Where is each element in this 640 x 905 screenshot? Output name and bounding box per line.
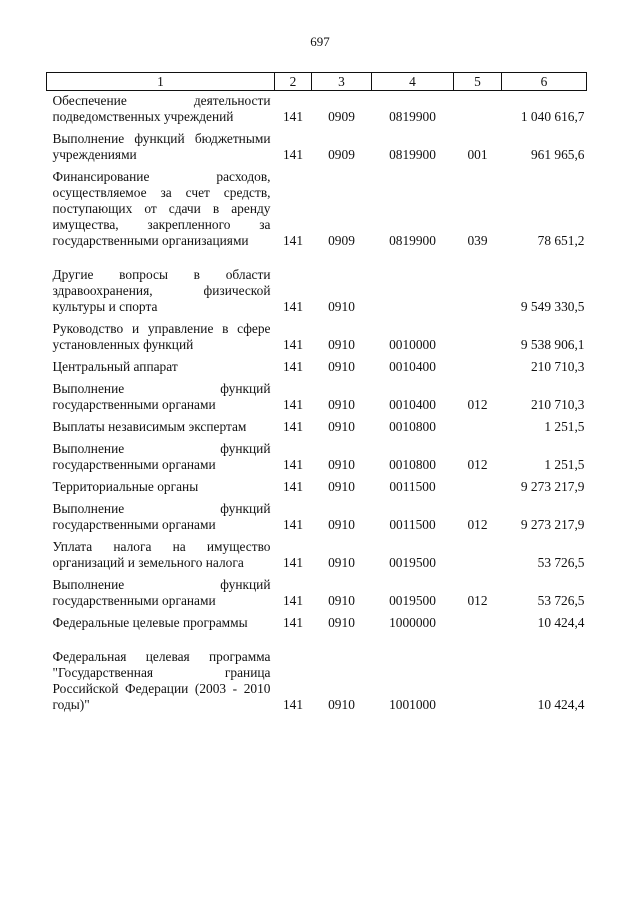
row-col2: 141 bbox=[282, 593, 304, 608]
row-col4: 1000000 bbox=[389, 615, 436, 630]
row-amount: 53 726,5 bbox=[537, 555, 585, 570]
row-name: Выполнение функций государственными органами bbox=[52, 381, 271, 412]
row-col3: 0910 bbox=[328, 457, 355, 472]
row-name: Территориальные органы bbox=[52, 479, 199, 494]
row-col5 bbox=[454, 613, 502, 647]
table-row bbox=[47, 575, 587, 613]
table-row bbox=[47, 379, 587, 417]
table-row bbox=[47, 129, 587, 167]
row-col3: 0909 bbox=[328, 233, 355, 248]
row-col2: 141 bbox=[282, 337, 304, 352]
table-row bbox=[47, 499, 587, 537]
row-col4 bbox=[372, 265, 454, 319]
row-col3: 0910 bbox=[328, 337, 355, 352]
row-amount: 53 726,5 bbox=[537, 593, 585, 608]
row-col5 bbox=[454, 417, 502, 439]
row-name: Обеспечение деятельности подведомственных учреждений bbox=[52, 93, 271, 124]
row-col3: 0910 bbox=[328, 479, 355, 494]
row-col4: 0819900 bbox=[389, 147, 436, 162]
row-col2: 141 bbox=[282, 615, 304, 630]
row-col5 bbox=[454, 647, 502, 717]
row-col2: 141 bbox=[282, 517, 304, 532]
row-col2: 141 bbox=[282, 147, 304, 162]
header-col-6: 6 bbox=[502, 73, 587, 91]
row-col2: 141 bbox=[282, 697, 304, 712]
row-col5 bbox=[454, 537, 502, 575]
header-row bbox=[47, 73, 587, 91]
row-col5: 001 bbox=[467, 147, 488, 162]
table-row bbox=[47, 647, 587, 717]
row-col4: 0019500 bbox=[389, 555, 436, 570]
row-col2: 141 bbox=[282, 299, 304, 314]
row-amount: 961 965,6 bbox=[530, 147, 585, 162]
row-col4: 0819900 bbox=[389, 233, 436, 248]
row-col2: 141 bbox=[282, 109, 304, 124]
table-row bbox=[47, 537, 587, 575]
row-col4: 0819900 bbox=[389, 109, 436, 124]
row-col4: 0010400 bbox=[389, 397, 436, 412]
row-name: Финансирование расходов, осуществляемое за счет средств, поступающих от сдачи в аренду имущества, закрепленного за государственными организациями bbox=[52, 169, 271, 248]
row-col2: 141 bbox=[282, 359, 304, 374]
row-col5: 012 bbox=[467, 517, 488, 532]
row-col3: 0910 bbox=[328, 697, 355, 712]
row-col4: 0010400 bbox=[389, 359, 436, 374]
row-col3: 0910 bbox=[328, 359, 355, 374]
row-col3: 0910 bbox=[328, 397, 355, 412]
table-row bbox=[47, 167, 587, 265]
row-col3: 0910 bbox=[328, 615, 355, 630]
header-col-3: 3 bbox=[312, 73, 372, 91]
row-col5: 012 bbox=[467, 593, 488, 608]
header-col-5: 5 bbox=[454, 73, 502, 91]
row-name: Выполнение функций государственными органами bbox=[52, 577, 271, 608]
row-amount: 9 273 217,9 bbox=[520, 517, 585, 532]
table-row bbox=[47, 319, 587, 357]
row-amount: 9 538 906,1 bbox=[520, 337, 585, 352]
row-amount: 78 651,2 bbox=[537, 233, 585, 248]
table-row bbox=[47, 417, 587, 439]
row-col5 bbox=[454, 357, 502, 379]
row-name: Выполнение функций государственными органами bbox=[52, 501, 271, 532]
header-col-2: 2 bbox=[275, 73, 312, 91]
row-col2: 141 bbox=[282, 419, 304, 434]
header-col-1: 1 bbox=[47, 73, 275, 91]
row-col2: 141 bbox=[282, 479, 304, 494]
row-name: Уплата налога на имущество организаций и земельного налога bbox=[52, 539, 271, 570]
row-col4: 0010000 bbox=[389, 337, 436, 352]
row-amount: 9 549 330,5 bbox=[520, 299, 585, 314]
row-amount: 210 710,3 bbox=[530, 397, 585, 412]
row-amount: 10 424,4 bbox=[537, 697, 585, 712]
row-col4: 1001000 bbox=[389, 697, 436, 712]
page-number: 697 bbox=[310, 34, 330, 49]
row-col5 bbox=[454, 477, 502, 499]
row-col5: 012 bbox=[467, 457, 488, 472]
row-col2: 141 bbox=[282, 397, 304, 412]
row-col3: 0910 bbox=[328, 555, 355, 570]
table-row bbox=[47, 265, 587, 319]
row-col4: 0011500 bbox=[389, 517, 436, 532]
row-amount: 9 273 217,9 bbox=[520, 479, 585, 494]
row-col4: 0010800 bbox=[389, 419, 436, 434]
header-col-4: 4 bbox=[372, 73, 454, 91]
row-amount: 1 251,5 bbox=[544, 419, 585, 434]
row-name: Выплаты независимым экспертам bbox=[52, 419, 247, 434]
table-row bbox=[47, 477, 587, 499]
row-col5 bbox=[454, 319, 502, 357]
row-name: Выполнение функций бюджетными учреждениями bbox=[52, 131, 271, 162]
row-name: Федеральная целевая программа "Государственная граница Российской Федерации (2003 - 2010 годы)" bbox=[52, 649, 271, 712]
row-col3: 0910 bbox=[328, 299, 355, 314]
row-name: Федеральные целевые программы bbox=[52, 615, 248, 630]
row-col5: 039 bbox=[467, 233, 488, 248]
row-col3: 0910 bbox=[328, 517, 355, 532]
row-name: Центральный аппарат bbox=[52, 359, 178, 374]
row-amount: 210 710,3 bbox=[530, 359, 585, 374]
row-col3: 0909 bbox=[328, 109, 355, 124]
row-col5: 012 bbox=[467, 397, 488, 412]
table-row bbox=[47, 439, 587, 477]
row-amount: 1 251,5 bbox=[544, 457, 585, 472]
row-col2: 141 bbox=[282, 457, 304, 472]
table-row bbox=[47, 613, 587, 647]
row-col3: 0910 bbox=[328, 419, 355, 434]
row-col3: 0909 bbox=[328, 147, 355, 162]
row-col4: 0010800 bbox=[389, 457, 436, 472]
row-col4: 0019500 bbox=[389, 593, 436, 608]
row-name: Другие вопросы в области здравоохранения, физической культуры и спорта bbox=[52, 267, 271, 314]
row-col2: 141 bbox=[282, 233, 304, 248]
row-col2: 141 bbox=[282, 555, 304, 570]
row-amount: 10 424,4 bbox=[537, 615, 585, 630]
row-col4: 0011500 bbox=[389, 479, 436, 494]
table-row bbox=[47, 357, 587, 379]
row-name: Руководство и управление в сфере установленных функций bbox=[52, 321, 271, 352]
table-row bbox=[47, 91, 587, 130]
row-name: Выполнение функций государственными органами bbox=[52, 441, 271, 472]
row-col5 bbox=[454, 265, 502, 319]
row-col3: 0910 bbox=[328, 593, 355, 608]
row-amount: 1 040 616,7 bbox=[520, 109, 585, 124]
budget-table bbox=[46, 72, 587, 717]
row-col5 bbox=[454, 91, 502, 130]
